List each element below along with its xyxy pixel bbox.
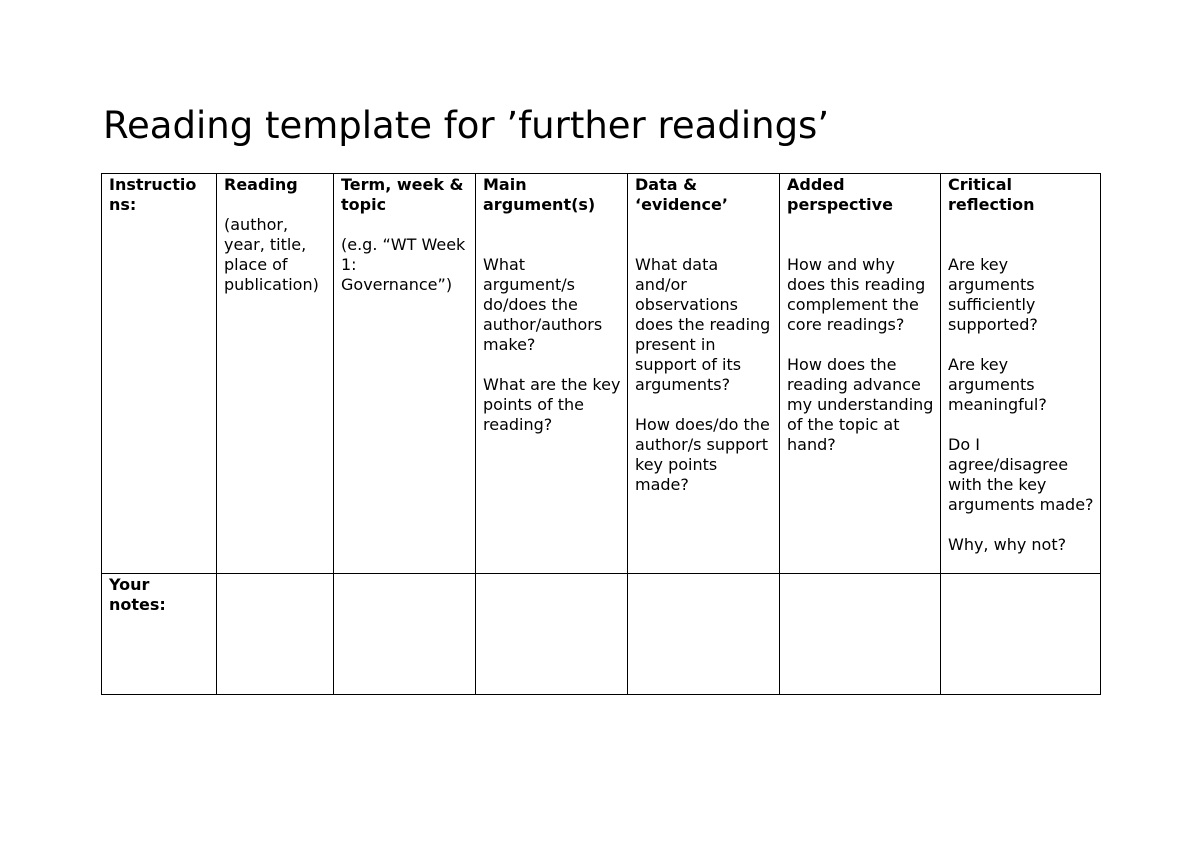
column-header-critical-reflection: Critical reflection (948, 175, 1035, 214)
column-header-term-week-topic: Term, week & topic (341, 175, 464, 214)
term-week-topic-cell (334, 174, 476, 574)
notes-cell-reading[interactable] (217, 574, 334, 695)
data-evidence-instructions: What data and/or observations does the reading present in support of its arguments? How does/do the author/s support key points made? (635, 255, 771, 494)
added-perspective-cell (780, 174, 941, 574)
row-label-cell (102, 174, 217, 574)
notes-cell-critical-reflection[interactable] (941, 574, 1101, 695)
row-label-instructions: Instructio ns: (109, 175, 197, 214)
column-header-reading: Reading (224, 175, 298, 194)
main-arguments-instructions: What argument/s do/does the author/authors make? What are the key points of the reading? (483, 255, 621, 434)
page-title: Reading template for ’further readings’ (103, 104, 830, 147)
critical-reflection-instructions: Are key arguments sufficiently supported? Are key arguments meaningful? Do I agree/disagree with the key arguments made? Why, why not? (948, 255, 1094, 554)
row-label-cell (102, 574, 217, 695)
reading-template-table (101, 173, 1101, 695)
notes-cell-added-perspective[interactable] (780, 574, 941, 695)
row-label-your-notes: Your notes: (109, 575, 166, 614)
critical-reflection-cell (941, 174, 1101, 574)
term-week-topic-instructions: (e.g. “WT Week 1: Governance”) (341, 235, 466, 294)
main-arguments-cell (476, 174, 628, 574)
notes-cell-data-evidence[interactable] (628, 574, 780, 695)
reading-instructions: (author, year, title, place of publication) (224, 215, 319, 294)
data-evidence-cell (628, 174, 780, 574)
column-header-data-evidence: Data & ‘evidence’ (635, 175, 728, 214)
reading-cell (217, 174, 334, 574)
column-header-added-perspective: Added perspective (787, 175, 893, 214)
notes-cell-main-arguments[interactable] (476, 574, 628, 695)
notes-row (102, 574, 1101, 695)
notes-cell-term-week-topic[interactable] (334, 574, 476, 695)
column-header-main-arguments: Main argument(s) (483, 175, 596, 214)
added-perspective-instructions: How and why does this reading complement the core readings? How does the reading advance my understanding of the topic at hand? (787, 255, 934, 454)
instructions-row (102, 174, 1101, 574)
